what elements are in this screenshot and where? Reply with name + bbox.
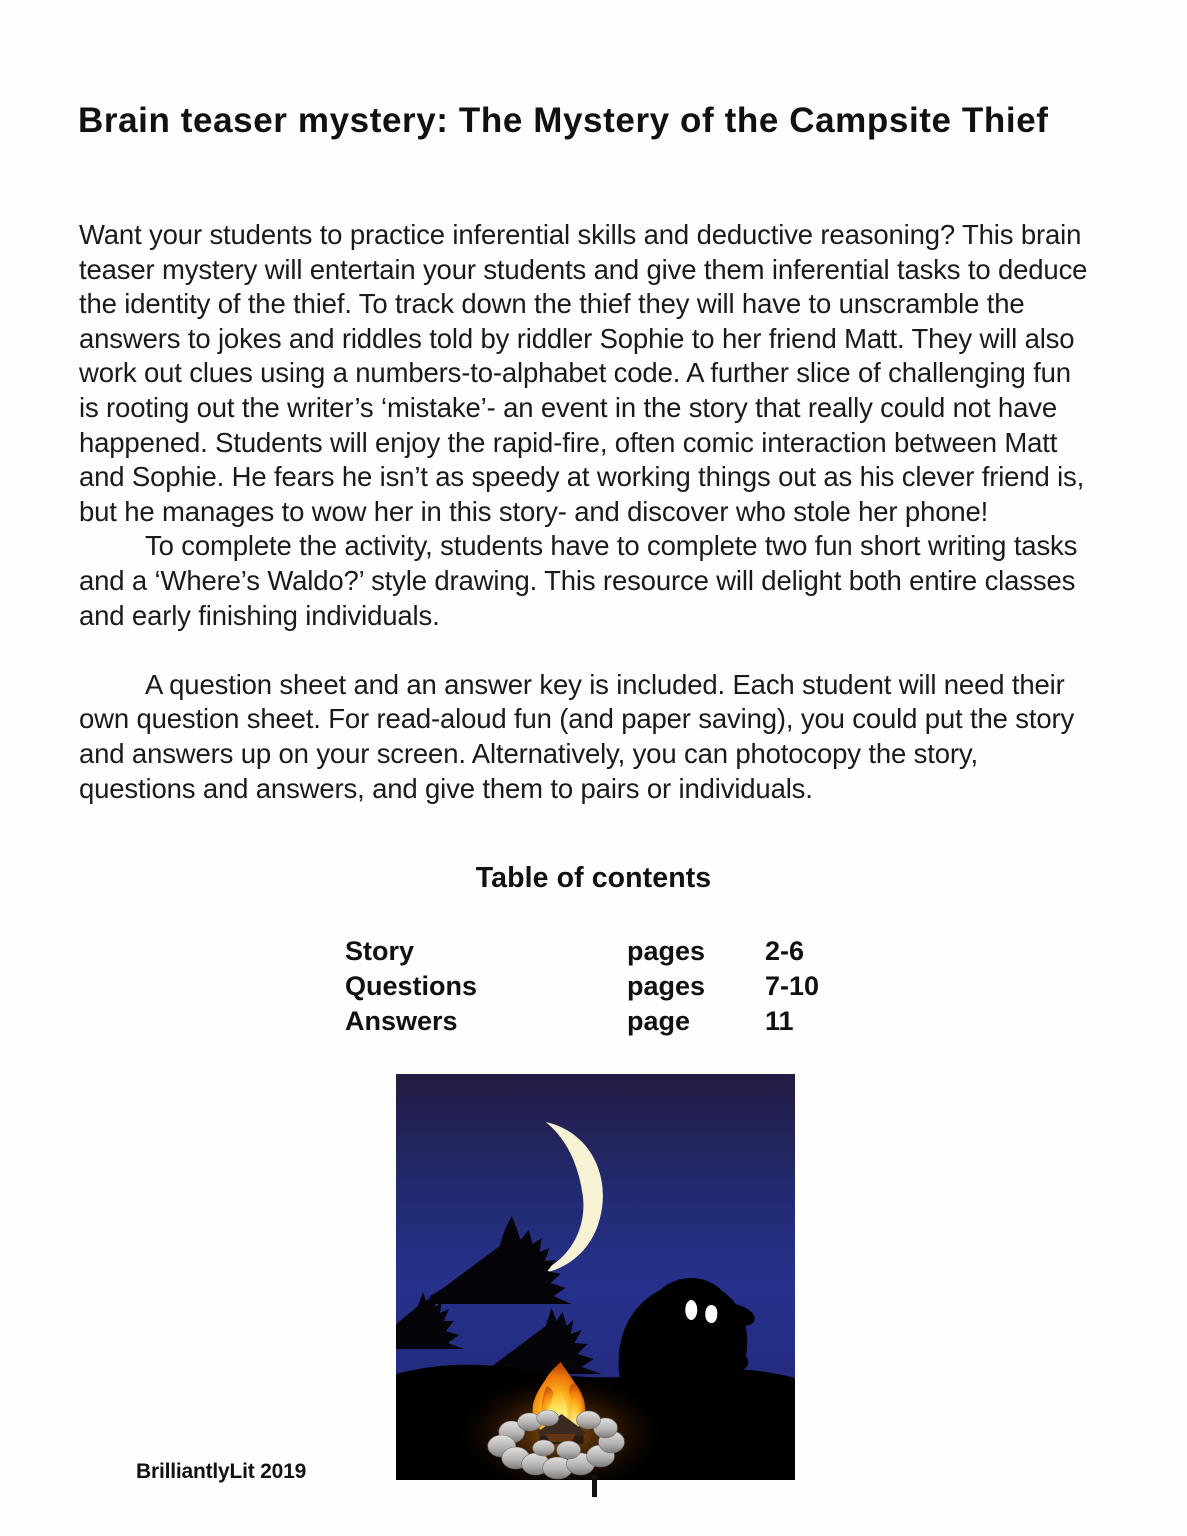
campsite-illustration	[396, 1074, 795, 1480]
paragraph-intro: Want your students to practice inferential skills and deductive reasoning? This brain teaser mystery will entertain your students and give them inferential tasks to deduce the identity of the thief. To track down the thief they will have to unscramble the answers to jokes and riddles told by riddler Sophie to her friend Matt. They will also work out clues using a numbers-to-alphabet code. A further slice of challenging fun is rooting out the writer’s ‘mistake’- an event in the story that really could not have happened. Students will enjoy the rapid-fire, often comic interaction between Matt and Sophie. He fears he isn’t as speedy at working things out as his clever friend is, but he manages to wow her in this story- and discover who stole her phone!	[79, 219, 1088, 527]
thief-eye-right	[705, 1305, 717, 1323]
toc-item-label: Story	[345, 936, 415, 966]
paragraph-spacer	[79, 633, 1091, 668]
campsite-night-scene-icon	[396, 1074, 795, 1480]
table-of-contents-heading: Table of contents	[475, 862, 712, 894]
toc-item-unit: page	[627, 1006, 691, 1036]
page-title: Brain teaser mystery: The Mystery of the Campsite Thief	[78, 101, 1049, 141]
table-row	[345, 934, 885, 969]
toc-item-label: Answers	[345, 1006, 458, 1036]
table-of-contents	[345, 934, 885, 1039]
paragraph-activity: To complete the activity, students have to complete two fun short writing tasks and a ‘Where’s Waldo?’ style drawing. This resource will delight both entire classes and early finishing individuals.	[79, 530, 1078, 631]
toc-item-pages: 7-10	[765, 971, 820, 1001]
toc-item-pages: 2-6	[765, 936, 805, 966]
toc-item-unit: pages	[627, 971, 706, 1001]
toc-item-unit: pages	[627, 936, 706, 966]
paragraph-printing: A question sheet and an answer key is included. Each student will need their own question sheet. For read-aloud fun (and paper saving), you could put the story and answers up on your screen. Alternatively, you can photocopy the story, questions and answers, and give them to pairs or individuals.	[79, 668, 1075, 804]
page-number-mark	[592, 1475, 597, 1497]
footer-credit: BrilliantlyLit 2019	[136, 1460, 307, 1483]
toc-item-pages: 11	[765, 1006, 794, 1036]
body-text	[79, 218, 1091, 806]
toc-item-label: Questions	[345, 971, 478, 1001]
table-row	[345, 969, 885, 1004]
thief-eye-left	[685, 1300, 697, 1320]
table-row	[345, 1004, 885, 1039]
